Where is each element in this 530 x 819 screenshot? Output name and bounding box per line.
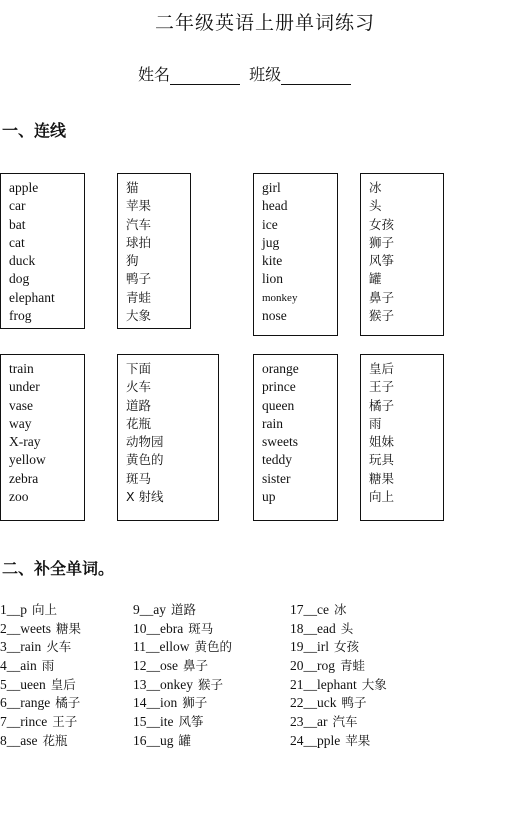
match-box-4 [360,173,444,336]
exercise-item[interactable] [0,657,81,676]
exercise-item[interactable] [0,713,81,732]
exercise-word[interactable]: __uck [303,695,337,711]
exercise-item[interactable] [290,601,387,620]
exercise-meaning: 向上 [32,602,58,617]
meaning-item[interactable]: 雨 [369,415,382,431]
meaning-item[interactable]: 道路 [126,397,152,413]
word-item[interactable]: elephant [9,289,55,305]
exercise-number: 20 [290,658,304,674]
exercise-column-2 [133,601,232,751]
match-box-7 [253,354,338,521]
exercise-meaning: 黄色的 [194,639,233,655]
exercise-column-1 [0,601,81,751]
exercise-number: 24 [290,732,304,748]
exercise-word[interactable]: __ebra [146,620,184,636]
word-item[interactable]: head [262,198,288,214]
exercise-meaning: 橘子 [55,695,81,711]
word-item[interactable]: way [9,415,32,431]
exercise-meaning: 雨 [41,658,55,674]
exercise-meaning: 猴子 [198,676,224,692]
match-box-6 [117,354,219,521]
word-item[interactable]: under [9,379,40,395]
meaning-item[interactable]: 黄色的 [126,452,164,468]
exercise-number: 6 [0,695,7,711]
exercise-meaning: 罐 [178,732,192,748]
word-item[interactable]: jug [262,234,280,250]
exercise-item[interactable] [133,638,232,657]
word-item[interactable]: frog [9,308,32,324]
exercise-item[interactable] [133,676,232,695]
exercise-item[interactable] [0,620,81,639]
exercise-meaning: 皇后 [50,676,76,692]
word-item[interactable]: zebra [9,470,39,486]
exercise-number: 13 [133,676,147,692]
exercise-meaning: 苹果 [345,732,371,748]
exercise-number: 1 [0,602,7,617]
exercise-number: 9 [133,602,140,617]
word-item[interactable]: kite [262,253,283,269]
meaning-item[interactable]: 橘子 [369,397,395,413]
exercise-item[interactable] [290,638,387,657]
meaning-item[interactable]: 狗 [126,253,139,269]
meaning-item[interactable]: 向上 [369,489,395,505]
exercise-number: 21 [290,676,304,692]
exercise-item[interactable] [0,638,81,657]
exercise-number: 17 [290,602,304,617]
exercise-word[interactable]: __ain [6,658,37,674]
exercise-meaning: 风筝 [178,714,204,730]
word-item[interactable]: girl [262,180,281,195]
word-item[interactable]: duck [9,253,36,269]
meaning-item[interactable]: 头 [369,198,382,214]
match-box-5 [0,354,85,521]
meaning-item[interactable]: 苹果 [126,198,152,214]
exercise-number: 4 [0,658,7,674]
meaning-item[interactable]: 猴子 [369,308,395,324]
exercise-word[interactable]: __p [6,602,27,617]
exercise-item[interactable] [133,732,232,751]
meaning-item[interactable]: 冰 [369,180,382,195]
meaning-item[interactable]: 动物园 [126,434,164,450]
word-item[interactable]: car [9,198,26,214]
name-blank[interactable] [170,67,240,85]
match-box-8 [360,354,444,521]
word-item[interactable]: zoo [9,489,29,505]
exercise-word[interactable]: __weets [6,620,51,636]
exercise-number: 15 [133,714,147,730]
exercise-meaning: 大象 [361,676,387,692]
exercise-number: 3 [0,639,7,655]
word-item[interactable]: orange [262,361,299,376]
meaning-item[interactable]: 王子 [369,379,395,395]
exercise-meaning: 头 [340,620,354,636]
exercise-number: 7 [0,714,7,730]
meaning-item[interactable]: 大象 [126,308,152,324]
word-item[interactable]: vase [9,397,33,413]
exercise-number: 16 [133,732,147,748]
meaning-item[interactable]: 青蛙 [126,289,152,305]
exercise-number: 8 [0,732,7,748]
exercise-item[interactable] [133,620,232,639]
exercise-word[interactable]: __ug [146,732,174,748]
exercise-word[interactable]: __pple [303,732,341,748]
exercise-word[interactable]: __irl [303,639,329,655]
word-item[interactable]: lion [262,271,284,287]
page-title: 二年级英语上册单词练习 [154,12,375,34]
meaning-item[interactable]: 火车 [126,379,152,395]
name-class-row [138,62,355,85]
word-item[interactable]: ice [262,216,278,232]
exercise-item[interactable] [0,732,81,751]
exercise-item[interactable] [133,694,232,713]
word-item[interactable]: rain [262,415,283,431]
exercise-word[interactable]: __lephant [303,676,357,692]
exercise-item[interactable] [0,601,81,620]
word-item[interactable]: apple [9,180,39,195]
exercise-meaning: 汽车 [332,714,358,730]
match-box-1 [0,173,85,329]
match-box-2 [117,173,191,329]
word-item[interactable]: bat [9,216,26,232]
meaning-item[interactable]: 汽车 [126,216,152,232]
exercise-number: 23 [290,714,304,730]
exercise-word[interactable]: __ueen [6,676,46,692]
meaning-item[interactable]: 球拍 [126,234,152,250]
exercise-column-3 [290,601,387,751]
exercise-word[interactable]: __ion [146,695,178,711]
meaning-item[interactable]: 狮子 [369,234,395,250]
exercise-number: 10 [133,620,147,636]
exercise-meaning: 斑马 [188,620,214,636]
exercise-number: 2 [0,620,7,636]
word-item[interactable]: prince [262,379,296,395]
exercise-word[interactable]: __rog [303,658,335,674]
exercise-meaning: 女孩 [334,639,360,655]
exercise-item[interactable] [133,657,232,676]
exercise-item[interactable] [290,713,387,732]
exercise-number: 18 [290,620,304,636]
exercise-item[interactable] [290,657,387,676]
exercise-number: 14 [133,695,147,711]
meaning-item[interactable]: 玩具 [369,452,395,468]
meaning-item[interactable]: 糖果 [369,470,395,486]
exercise-meaning: 王子 [52,714,78,730]
word-item[interactable]: cat [9,234,25,250]
meaning-item[interactable]: 罐 [369,271,382,287]
word-item[interactable]: sister [262,470,291,486]
section1-heading: 一、连线 [2,121,67,140]
exercise-number: 19 [290,639,304,655]
exercise-word[interactable]: __ose [146,658,178,674]
word-item[interactable]: teddy [262,452,292,468]
word-item[interactable]: queen [262,397,295,413]
exercise-word[interactable]: __ar [303,714,328,730]
section2-heading: 二、补全单词。 [2,559,115,578]
exercise-meaning: 花瓶 [42,732,68,748]
exercise-word[interactable]: __ead [303,620,336,636]
exercise-meaning: 道路 [171,602,197,617]
exercise-item[interactable] [133,713,232,732]
exercise-number: 12 [133,658,147,674]
meaning-item[interactable]: 姐妹 [369,434,395,450]
word-item[interactable]: monkey [262,291,298,304]
word-item[interactable]: train [9,361,34,376]
class-blank[interactable] [281,67,351,85]
meaning-item[interactable]: 花瓶 [126,415,152,431]
exercise-meaning: 糖果 [56,620,82,636]
meaning-item[interactable]: 猫 [126,180,139,195]
match-box-3 [253,173,338,336]
exercise-item[interactable] [290,676,387,695]
meaning-item[interactable]: 鸭子 [126,271,152,287]
exercise-word[interactable]: __onkey [146,676,193,692]
exercise-word[interactable]: __ay [139,602,166,617]
exercise-item[interactable] [290,620,387,639]
word-item[interactable]: yellow [9,452,46,468]
word-item[interactable]: up [262,489,276,505]
word-item[interactable]: dog [9,271,30,287]
meaning-item[interactable]: 女孩 [369,216,395,232]
word-item[interactable]: sweets [262,434,298,450]
exercise-word[interactable]: __ce [303,602,329,617]
word-item[interactable]: X-ray [9,434,41,450]
meaning-item[interactable]: 下面 [126,361,152,376]
meaning-item[interactable]: 皇后 [369,361,395,376]
exercise-word[interactable]: __rain [6,639,42,655]
meaning-item[interactable]: 风筝 [369,253,395,269]
word-item[interactable]: nose [262,308,287,324]
exercise-item[interactable] [0,676,81,695]
meaning-item[interactable]: 斑马 [126,470,152,486]
exercise-item[interactable] [133,601,232,620]
exercise-word[interactable]: __rince [6,714,48,730]
exercise-meaning: 狮子 [182,695,208,711]
exercise-word[interactable]: __ellow [146,639,190,655]
exercise-meaning: 火车 [46,639,72,655]
class-label: 班级 [249,65,282,84]
exercise-number: 22 [290,695,304,711]
exercise-word[interactable]: __ase [6,732,38,748]
exercise-item[interactable] [290,694,387,713]
exercise-item[interactable] [0,694,81,713]
exercise-item[interactable] [290,732,387,751]
exercise-meaning: 鼻子 [183,658,209,674]
exercise-number: 5 [0,676,7,692]
exercise-number: 11 [133,639,146,655]
exercise-meaning: 青蛙 [340,658,366,674]
meaning-item[interactable]: X 射线 [126,489,164,505]
exercise-meaning: 冰 [333,602,347,617]
exercise-meaning: 鸭子 [341,695,367,711]
exercise-word[interactable]: __ite [146,714,174,730]
name-label: 姓名 [138,65,171,84]
meaning-item[interactable]: 鼻子 [369,289,395,305]
exercise-word[interactable]: __range [6,695,51,711]
